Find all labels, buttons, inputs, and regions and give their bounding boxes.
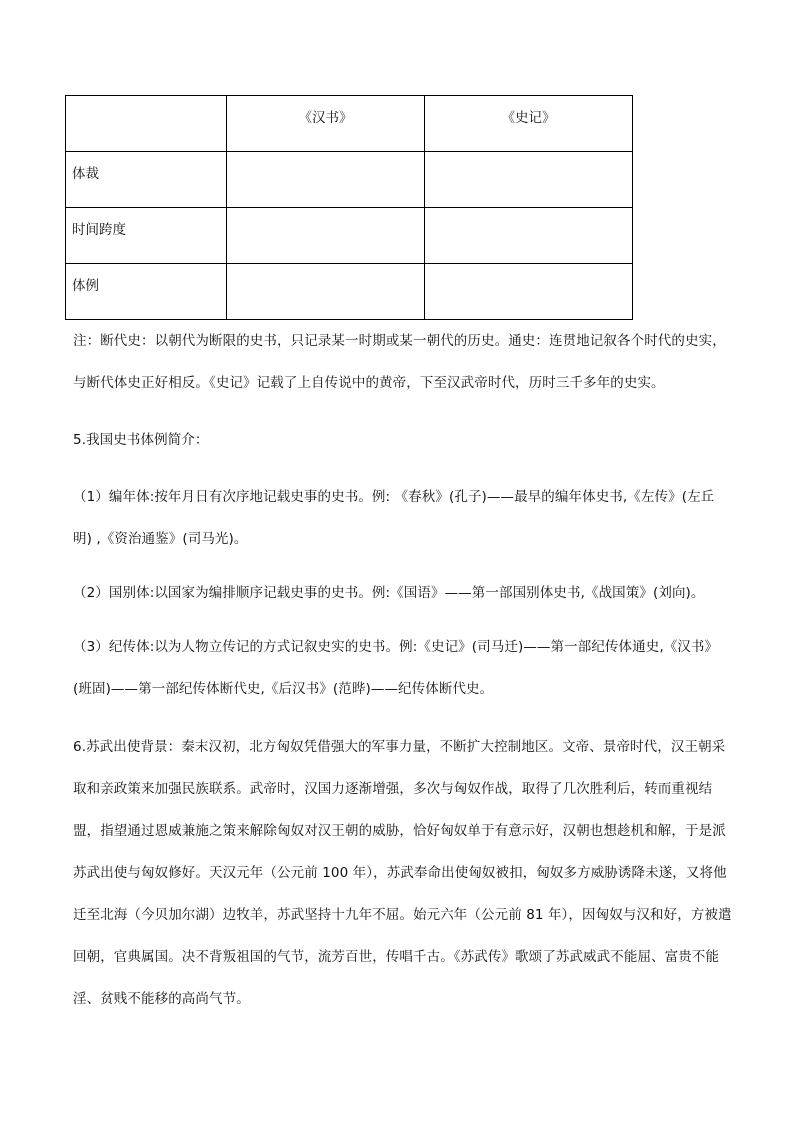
table-header-row xyxy=(66,96,633,152)
note-paragraph: 注：断代史：以朝代为断限的史书，只记录某一时期或某一朝代的历史。通史：连贯地记叙各个时代的史实，与断代体史正好相反。《史记》记载了上自传说中的黄帝，下至汉武帝时代，历时三千多年的史实。 xyxy=(73,333,726,391)
table-header-shiji: 《史记》 xyxy=(425,96,633,152)
table-cell xyxy=(227,264,425,320)
table-cell xyxy=(425,264,633,320)
table-header-hanshu: 《汉书》 xyxy=(227,96,425,152)
row-label-time-span: 时间跨度 xyxy=(66,208,227,264)
row-label-genre: 体裁 xyxy=(66,152,227,208)
section-5-title: 5.我国史书体例简介： xyxy=(73,432,209,448)
table-cell xyxy=(425,208,633,264)
table-row xyxy=(66,264,633,320)
table-cell xyxy=(227,208,425,264)
section-6-paragraph: 6.苏武出使背景：秦末汉初，北方匈奴凭借强大的军事力量，不断扩大控制地区。文帝、景帝时代，汉王朝采取和亲政策来加强民族联系。武帝时，汉国力逐渐增强，多次与匈奴作战，取得了几次胜利后，转而重视结盟，指望通过恩威兼施之策来解除匈奴对汉王朝的威胁，恰好匈奴单于有意示好，汉朝也想趁机和解，于是派苏武出使与匈奴修好。天汉元年（公元前 100 年），苏武奉命出使匈奴被扣，匈奴多方威胁诱降未遂，又将他迁至北海（今贝加尔湖）边牧羊，苏武坚持十九年不屈。始元六年（公元前 81 年），因匈奴与汉和好，方被遣回朝，官典属国。决不背叛祖国的气节，流芳百世，传唱千古。《苏武传》歌颂了苏武威武不能屈、富贵不能淫、贫贱不能移的高尚气节。 xyxy=(73,739,732,1007)
row-label-style: 体例 xyxy=(66,264,227,320)
table-cell xyxy=(425,152,633,208)
item-national: （2）国别体:以国家为编排顺序记载史事的史书。例:《国语》——第一部国别体史书,《战国策》(刘向)。 xyxy=(73,585,705,601)
table-row xyxy=(66,152,633,208)
comparison-table xyxy=(65,95,633,320)
table-row xyxy=(66,208,633,264)
table-cell xyxy=(227,152,425,208)
item-annalistic: （1）编年体:按年月日有次序地记载史事的史书。例: 《春秋》(孔子)——最早的编年体史书,《左传》(左丘明) ,《资治通鉴》(司马光)。 xyxy=(73,489,715,547)
table-header-empty xyxy=(66,96,227,152)
item-biographical: （3）纪传体:以为人物立传记的方式记叙史实的史书。例:《史记》(司马迁)——第一部纪传体通史,《汉书》(班固)——第一部纪传体断代史,《后汉书》(范晔)——纪传体断代史。 xyxy=(73,639,719,697)
